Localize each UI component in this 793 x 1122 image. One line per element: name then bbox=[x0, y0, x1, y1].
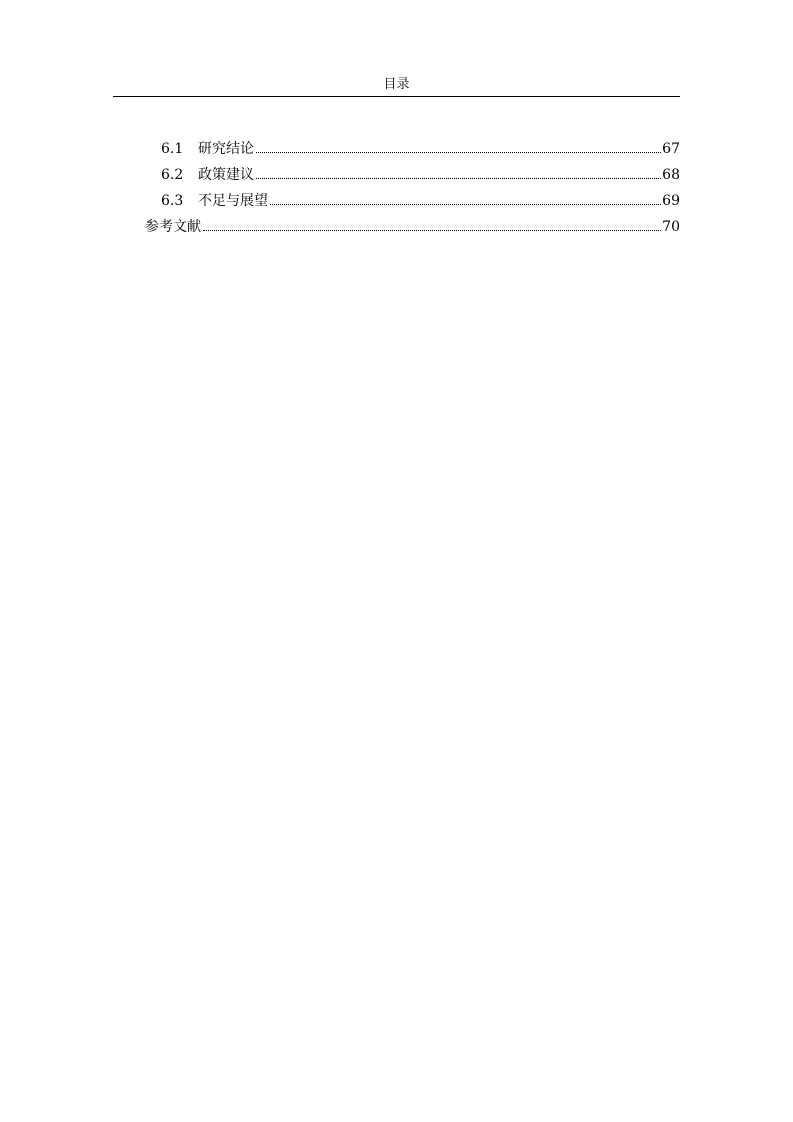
toc-entry-page: 68 bbox=[662, 167, 680, 183]
page-header bbox=[113, 77, 680, 97]
toc-dot-leader bbox=[256, 151, 661, 153]
toc-entry-title: 研究结论 bbox=[198, 141, 254, 157]
toc-dot-leader bbox=[256, 177, 661, 179]
table-of-contents bbox=[113, 139, 680, 243]
toc-dot-leader bbox=[203, 229, 661, 231]
toc-entry-number: 6.1 bbox=[161, 141, 184, 157]
toc-entry[interactable] bbox=[113, 191, 680, 217]
toc-entry-title: 不足与展望 bbox=[198, 193, 268, 209]
toc-entry-title: 参考文献 bbox=[145, 219, 201, 235]
toc-entry-page: 67 bbox=[662, 141, 680, 157]
toc-entry-number: 6.3 bbox=[161, 193, 184, 209]
toc-entry-page: 69 bbox=[662, 193, 680, 209]
toc-entry-page: 70 bbox=[662, 219, 680, 235]
toc-entry[interactable] bbox=[113, 165, 680, 191]
toc-dot-leader bbox=[270, 203, 661, 205]
header-title: 目录 bbox=[383, 77, 410, 92]
toc-entry[interactable] bbox=[113, 217, 680, 243]
toc-entry[interactable] bbox=[113, 139, 680, 165]
toc-entry-title: 政策建议 bbox=[198, 167, 254, 183]
toc-entry-number: 6.2 bbox=[161, 167, 184, 183]
